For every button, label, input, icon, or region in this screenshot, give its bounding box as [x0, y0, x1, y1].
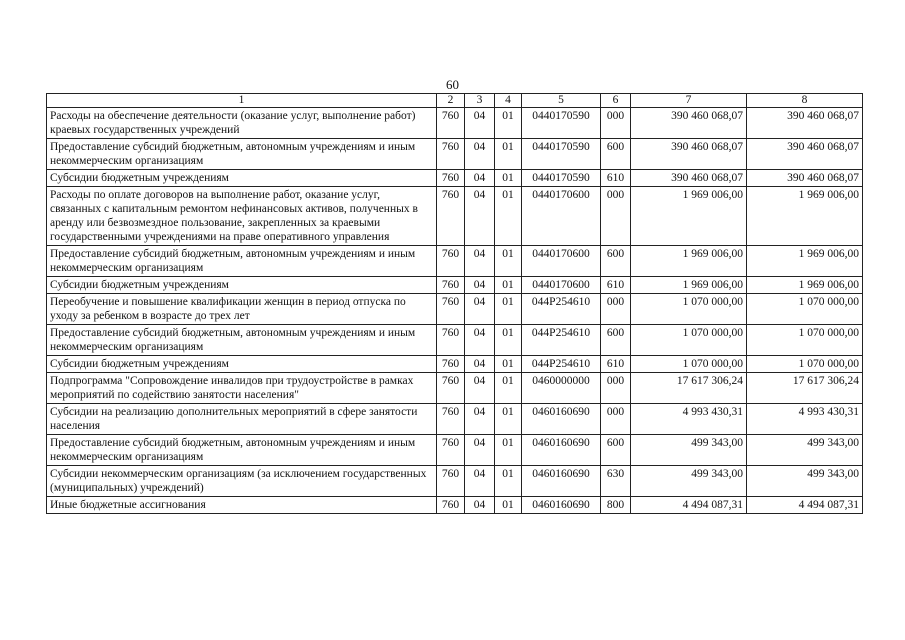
row-section-code: 04: [465, 294, 495, 325]
row-section-code: 04: [465, 277, 495, 294]
row-target-code: 0440170590: [522, 108, 601, 139]
column-header: 4: [495, 94, 522, 108]
row-expense-type-code: 600: [601, 139, 631, 170]
row-amount-1: 1 070 000,00: [631, 356, 747, 373]
row-amount-2: 390 460 068,07: [747, 108, 863, 139]
row-subsection-code: 01: [495, 435, 522, 466]
row-subsection-code: 01: [495, 246, 522, 277]
table-row: [47, 325, 863, 356]
row-ministry-code: 760: [437, 497, 465, 514]
row-amount-2: 4 494 087,31: [747, 497, 863, 514]
row-amount-2: 1 969 006,00: [747, 277, 863, 294]
row-target-code: 0460160690: [522, 497, 601, 514]
row-target-code: 0440170590: [522, 139, 601, 170]
row-amount-1: 499 343,00: [631, 466, 747, 497]
row-amount-2: 390 460 068,07: [747, 139, 863, 170]
page-number: 60: [446, 77, 459, 92]
row-amount-2: 17 617 306,24: [747, 373, 863, 404]
row-section-code: 04: [465, 356, 495, 373]
row-amount-1: 1 969 006,00: [631, 246, 747, 277]
row-amount-2: 499 343,00: [747, 435, 863, 466]
table-row: [47, 356, 863, 373]
column-header: 3: [465, 94, 495, 108]
row-target-code: 044P254610: [522, 325, 601, 356]
row-section-code: 04: [465, 139, 495, 170]
table-row: [47, 373, 863, 404]
row-subsection-code: 01: [495, 356, 522, 373]
row-target-code: 0460160690: [522, 404, 601, 435]
row-name: Субсидии на реализацию дополнительных мероприятий в сфере занятости населения: [47, 404, 437, 435]
table-row: [47, 435, 863, 466]
column-header: 7: [631, 94, 747, 108]
row-ministry-code: 760: [437, 108, 465, 139]
row-expense-type-code: 000: [601, 294, 631, 325]
table-row: [47, 497, 863, 514]
table-row: [47, 187, 863, 246]
row-target-code: 0440170590: [522, 170, 601, 187]
row-expense-type-code: 000: [601, 373, 631, 404]
table-header-row: [47, 94, 863, 108]
row-name: Переобучение и повышение квалификации женщин в период отпуска по уходу за ребенком в возрасте до трех лет: [47, 294, 437, 325]
row-target-code: 044P254610: [522, 356, 601, 373]
row-name: Иные бюджетные ассигнования: [47, 497, 437, 514]
row-target-code: 0440170600: [522, 246, 601, 277]
row-amount-2: 1 969 006,00: [747, 187, 863, 246]
row-amount-1: 1 070 000,00: [631, 325, 747, 356]
row-amount-2: 1 070 000,00: [747, 294, 863, 325]
row-amount-2: 1 070 000,00: [747, 325, 863, 356]
row-amount-1: 390 460 068,07: [631, 170, 747, 187]
row-ministry-code: 760: [437, 466, 465, 497]
table-row: [47, 294, 863, 325]
column-header: 1: [47, 94, 437, 108]
row-expense-type-code: 610: [601, 170, 631, 187]
row-expense-type-code: 610: [601, 356, 631, 373]
column-header: 8: [747, 94, 863, 108]
row-amount-2: 1 969 006,00: [747, 246, 863, 277]
row-target-code: 044P254610: [522, 294, 601, 325]
row-subsection-code: 01: [495, 466, 522, 497]
row-subsection-code: 01: [495, 139, 522, 170]
row-name: Расходы по оплате договоров на выполнение работ, оказание услуг, связанных с капитальным ремонтом нефинансовых активов, полученных в аренду или безвозмездное пользование, закрепленных за краевыми государственными учреждениями на праве оперативного управления: [47, 187, 437, 246]
row-expense-type-code: 600: [601, 246, 631, 277]
table-row: [47, 170, 863, 187]
row-expense-type-code: 600: [601, 435, 631, 466]
budget-table: [46, 93, 863, 514]
row-name: Субсидии некоммерческим организациям (за исключением государственных (муниципальных) учреждений): [47, 466, 437, 497]
row-name: Предоставление субсидий бюджетным, автономным учреждениям и иным некоммерческим организациям: [47, 435, 437, 466]
row-subsection-code: 01: [495, 497, 522, 514]
table-row: [47, 404, 863, 435]
row-expense-type-code: 600: [601, 325, 631, 356]
row-amount-1: 390 460 068,07: [631, 108, 747, 139]
row-section-code: 04: [465, 373, 495, 404]
row-name: Предоставление субсидий бюджетным, автономным учреждениям и иным некоммерческим организациям: [47, 325, 437, 356]
row-section-code: 04: [465, 170, 495, 187]
row-amount-1: 1 070 000,00: [631, 294, 747, 325]
row-ministry-code: 760: [437, 170, 465, 187]
row-amount-1: 4 993 430,31: [631, 404, 747, 435]
row-amount-1: 1 969 006,00: [631, 187, 747, 246]
row-expense-type-code: 000: [601, 187, 631, 246]
row-section-code: 04: [465, 187, 495, 246]
row-ministry-code: 760: [437, 277, 465, 294]
column-header: 5: [522, 94, 601, 108]
row-target-code: 0460160690: [522, 466, 601, 497]
row-subsection-code: 01: [495, 277, 522, 294]
column-header: 6: [601, 94, 631, 108]
row-target-code: 0460160690: [522, 435, 601, 466]
row-amount-2: 390 460 068,07: [747, 170, 863, 187]
row-subsection-code: 01: [495, 325, 522, 356]
row-ministry-code: 760: [437, 356, 465, 373]
row-target-code: 0460000000: [522, 373, 601, 404]
row-amount-1: 390 460 068,07: [631, 139, 747, 170]
row-amount-1: 17 617 306,24: [631, 373, 747, 404]
row-subsection-code: 01: [495, 373, 522, 404]
row-name: Субсидии бюджетным учреждениям: [47, 277, 437, 294]
row-subsection-code: 01: [495, 187, 522, 246]
row-name: Субсидии бюджетным учреждениям: [47, 170, 437, 187]
table-row: [47, 277, 863, 294]
row-section-code: 04: [465, 246, 495, 277]
row-ministry-code: 760: [437, 246, 465, 277]
table-row: [47, 246, 863, 277]
row-amount-1: 1 969 006,00: [631, 277, 747, 294]
row-name: Подпрограмма "Сопровождение инвалидов при трудоустройстве в рамках мероприятий по содействию занятости населения": [47, 373, 437, 404]
table-row: [47, 466, 863, 497]
row-name: Субсидии бюджетным учреждениям: [47, 356, 437, 373]
row-subsection-code: 01: [495, 404, 522, 435]
row-ministry-code: 760: [437, 139, 465, 170]
row-name: Расходы на обеспечение деятельности (оказание услуг, выполнение работ) краевых государственных учреждений: [47, 108, 437, 139]
row-ministry-code: 760: [437, 325, 465, 356]
row-section-code: 04: [465, 404, 495, 435]
row-expense-type-code: 630: [601, 466, 631, 497]
row-ministry-code: 760: [437, 294, 465, 325]
row-section-code: 04: [465, 435, 495, 466]
row-amount-2: 1 070 000,00: [747, 356, 863, 373]
row-ministry-code: 760: [437, 435, 465, 466]
row-subsection-code: 01: [495, 294, 522, 325]
row-section-code: 04: [465, 108, 495, 139]
row-amount-1: 499 343,00: [631, 435, 747, 466]
row-subsection-code: 01: [495, 108, 522, 139]
row-name: Предоставление субсидий бюджетным, автономным учреждениям и иным некоммерческим организациям: [47, 246, 437, 277]
row-amount-1: 4 494 087,31: [631, 497, 747, 514]
row-amount-2: 499 343,00: [747, 466, 863, 497]
column-header: 2: [437, 94, 465, 108]
row-subsection-code: 01: [495, 170, 522, 187]
row-expense-type-code: 000: [601, 404, 631, 435]
row-amount-2: 4 993 430,31: [747, 404, 863, 435]
row-ministry-code: 760: [437, 187, 465, 246]
row-ministry-code: 760: [437, 373, 465, 404]
row-section-code: 04: [465, 325, 495, 356]
row-expense-type-code: 000: [601, 108, 631, 139]
row-expense-type-code: 800: [601, 497, 631, 514]
row-section-code: 04: [465, 466, 495, 497]
table-row: [47, 108, 863, 139]
row-target-code: 0440170600: [522, 187, 601, 246]
row-ministry-code: 760: [437, 404, 465, 435]
row-target-code: 0440170600: [522, 277, 601, 294]
row-expense-type-code: 610: [601, 277, 631, 294]
row-name: Предоставление субсидий бюджетным, автономным учреждениям и иным некоммерческим организациям: [47, 139, 437, 170]
table-row: [47, 139, 863, 170]
row-section-code: 04: [465, 497, 495, 514]
